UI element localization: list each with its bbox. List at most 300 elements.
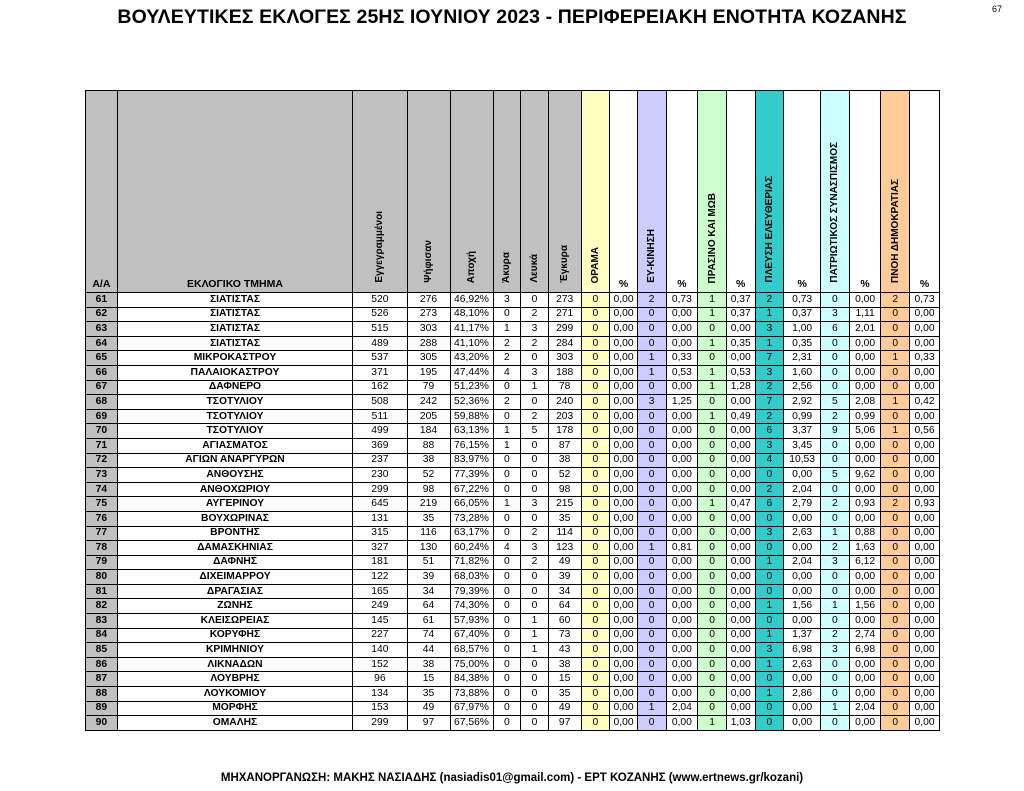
cell-egkyra: 38	[548, 657, 581, 672]
cell-akyra: 0	[493, 716, 521, 731]
table-row	[86, 395, 940, 410]
cell-evkinisi-pct: 0,00	[666, 511, 698, 526]
cell-eggegrammenoi: 526	[353, 307, 407, 322]
cell-apoxi: 59,88%	[450, 409, 493, 424]
cell-orama: 0	[581, 409, 610, 424]
cell-psifisan: 288	[407, 336, 450, 351]
table-row	[86, 497, 940, 512]
cell-leyka: 0	[521, 468, 549, 483]
cell-psifisan: 64	[407, 599, 450, 614]
cell-evkinisi-pct: 0,00	[666, 322, 698, 337]
cell-eggegrammenoi: 315	[353, 526, 407, 541]
cell-akyra: 4	[493, 365, 521, 380]
header-patriotikos: ΠΑΤΡΙΩΤΙΚΟΣ ΣΥΝΑΣΠΙΣΜΟΣ	[821, 91, 850, 293]
cell-leyka: 0	[521, 351, 549, 366]
cell-apoxi: 84,38%	[450, 672, 493, 687]
cell-orama: 0	[581, 468, 610, 483]
cell-pnoi: 0	[881, 643, 910, 658]
cell-pnoi-pct: 0,00	[910, 701, 940, 716]
cell-akyra: 2	[493, 395, 521, 410]
cell-patriotikos: 0	[821, 438, 850, 453]
cell-aa: 81	[86, 584, 118, 599]
cell-tmima: ΔΑΦΝΕΡΟ	[117, 380, 353, 395]
cell-akyra: 2	[493, 351, 521, 366]
cell-aa: 67	[86, 380, 118, 395]
cell-patriotikos-pct: 6,98	[849, 643, 881, 658]
cell-akyra: 0	[493, 555, 521, 570]
cell-leyka: 1	[521, 643, 549, 658]
cell-pnoi: 2	[881, 293, 910, 308]
cell-orama-pct: 0,00	[610, 526, 638, 541]
cell-leyka: 2	[521, 307, 549, 322]
table-row	[86, 672, 940, 687]
cell-egkyra: 284	[548, 336, 581, 351]
cell-psifisan: 51	[407, 555, 450, 570]
cell-plefsi: 3	[755, 526, 784, 541]
cell-prasino-pct: 0,00	[726, 628, 755, 643]
cell-aa: 78	[86, 541, 118, 556]
cell-prasino-pct: 0,00	[726, 614, 755, 629]
table-row	[86, 307, 940, 322]
cell-plefsi-pct: 1,00	[784, 322, 821, 337]
cell-apoxi: 67,97%	[450, 701, 493, 716]
cell-plefsi-pct: 10,53	[784, 453, 821, 468]
cell-pnoi-pct: 0,00	[910, 307, 940, 322]
cell-pnoi: 0	[881, 555, 910, 570]
cell-prasino-pct: 0,00	[726, 351, 755, 366]
cell-apoxi: 67,22%	[450, 482, 493, 497]
cell-orama: 0	[581, 716, 610, 731]
cell-eggegrammenoi: 299	[353, 482, 407, 497]
cell-evkinisi-pct: 0,00	[666, 526, 698, 541]
cell-egkyra: 114	[548, 526, 581, 541]
cell-patriotikos-pct: 0,00	[849, 336, 881, 351]
cell-psifisan: 273	[407, 307, 450, 322]
cell-aa: 64	[86, 336, 118, 351]
page-title: ΒΟΥΛΕΥΤΙΚΕΣ ΕΚΛΟΓΕΣ 25ΗΣ ΙΟΥΝΙΟΥ 2023 - ΠΕΡΙΦΕΡΕΙΑΚΗ ΕΝΟΤΗΤΑ ΚΟΖΑΝΗΣ	[117, 6, 907, 28]
cell-plefsi-pct: 2,63	[784, 657, 821, 672]
cell-psifisan: 184	[407, 424, 450, 439]
cell-plefsi: 2	[755, 293, 784, 308]
cell-leyka: 0	[521, 453, 549, 468]
cell-orama-pct: 0,00	[610, 424, 638, 439]
cell-patriotikos-pct: 1,63	[849, 541, 881, 556]
cell-leyka: 0	[521, 716, 549, 731]
cell-plefsi: 0	[755, 541, 784, 556]
cell-prasino-pct: 0,00	[726, 395, 755, 410]
cell-evkinisi: 0	[637, 672, 666, 687]
cell-tmima: ΚΡΙΜΗΝΙΟΥ	[117, 643, 353, 658]
cell-evkinisi: 0	[637, 570, 666, 585]
cell-egkyra: 35	[548, 687, 581, 702]
cell-prasino-pct: 0,37	[726, 293, 755, 308]
cell-tmima: ΣΙΑΤΙΣΤΑΣ	[117, 307, 353, 322]
cell-aa: 75	[86, 497, 118, 512]
cell-evkinisi: 0	[637, 511, 666, 526]
cell-orama-pct: 0,00	[610, 614, 638, 629]
cell-pnoi-pct: 0,00	[910, 453, 940, 468]
cell-plefsi-pct: 0,37	[784, 307, 821, 322]
cell-egkyra: 73	[548, 628, 581, 643]
cell-pnoi-pct: 0,00	[910, 526, 940, 541]
cell-apoxi: 68,57%	[450, 643, 493, 658]
cell-plefsi-pct: 0,00	[784, 614, 821, 629]
cell-evkinisi: 0	[637, 380, 666, 395]
cell-akyra: 1	[493, 322, 521, 337]
cell-leyka: 0	[521, 701, 549, 716]
cell-psifisan: 61	[407, 614, 450, 629]
cell-orama: 0	[581, 614, 610, 629]
cell-egkyra: 34	[548, 584, 581, 599]
cell-tmima: ΣΙΑΤΙΣΤΑΣ	[117, 293, 353, 308]
cell-prasino: 0	[698, 541, 727, 556]
cell-orama: 0	[581, 336, 610, 351]
cell-patriotikos-pct: 6,12	[849, 555, 881, 570]
cell-akyra: 0	[493, 614, 521, 629]
cell-orama: 0	[581, 701, 610, 716]
cell-evkinisi: 0	[637, 526, 666, 541]
cell-evkinisi-pct: 0,00	[666, 307, 698, 322]
cell-psifisan: 97	[407, 716, 450, 731]
cell-evkinisi: 0	[637, 482, 666, 497]
cell-orama-pct: 0,00	[610, 716, 638, 731]
cell-patriotikos: 2	[821, 497, 850, 512]
cell-orama: 0	[581, 526, 610, 541]
table-row	[86, 716, 940, 731]
cell-patriotikos: 0	[821, 453, 850, 468]
cell-psifisan: 195	[407, 365, 450, 380]
cell-eggegrammenoi: 162	[353, 380, 407, 395]
cell-plefsi-pct: 1,56	[784, 599, 821, 614]
cell-patriotikos-pct: 0,00	[849, 438, 881, 453]
cell-akyra: 0	[493, 643, 521, 658]
cell-tmima: ΔΙΧΕΙΜΑΡΡΟΥ	[117, 570, 353, 585]
cell-psifisan: 34	[407, 584, 450, 599]
cell-prasino: 1	[698, 307, 727, 322]
cell-evkinisi-pct: 1,25	[666, 395, 698, 410]
cell-orama-pct: 0,00	[610, 701, 638, 716]
cell-tmima: ΛΟΥΒΡΗΣ	[117, 672, 353, 687]
cell-orama: 0	[581, 570, 610, 585]
cell-akyra: 0	[493, 307, 521, 322]
cell-pnoi: 0	[881, 672, 910, 687]
cell-prasino-pct: 0,00	[726, 643, 755, 658]
cell-psifisan: 79	[407, 380, 450, 395]
cell-apoxi: 67,56%	[450, 716, 493, 731]
cell-tmima: ΚΛΕΙΣΩΡΕΙΑΣ	[117, 614, 353, 629]
cell-tmima: ΑΥΓΕΡΙΝΟΥ	[117, 497, 353, 512]
cell-pnoi-pct: 0,00	[910, 468, 940, 483]
cell-prasino-pct: 0,00	[726, 570, 755, 585]
cell-prasino-pct: 1,28	[726, 380, 755, 395]
cell-apoxi: 63,13%	[450, 424, 493, 439]
cell-evkinisi: 2	[637, 293, 666, 308]
cell-patriotikos: 6	[821, 322, 850, 337]
cell-plefsi-pct: 0,00	[784, 570, 821, 585]
cell-psifisan: 305	[407, 351, 450, 366]
cell-patriotikos-pct: 1,11	[849, 307, 881, 322]
cell-tmima: ΜΙΚΡΟΚΑΣΤΡΟΥ	[117, 351, 353, 366]
cell-pnoi-pct: 0,00	[910, 657, 940, 672]
cell-eggegrammenoi: 645	[353, 497, 407, 512]
cell-pnoi-pct: 0,00	[910, 409, 940, 424]
cell-egkyra: 78	[548, 380, 581, 395]
cell-evkinisi-pct: 0,00	[666, 687, 698, 702]
cell-patriotikos-pct: 0,00	[849, 657, 881, 672]
cell-prasino: 0	[698, 614, 727, 629]
cell-patriotikos: 0	[821, 570, 850, 585]
cell-prasino-pct: 0,49	[726, 409, 755, 424]
cell-pnoi-pct: 0,00	[910, 541, 940, 556]
cell-plefsi: 6	[755, 497, 784, 512]
cell-apoxi: 75,00%	[450, 657, 493, 672]
cell-prasino: 0	[698, 351, 727, 366]
cell-psifisan: 35	[407, 687, 450, 702]
cell-egkyra: 203	[548, 409, 581, 424]
cell-evkinisi: 0	[637, 555, 666, 570]
cell-aa: 83	[86, 614, 118, 629]
table-row	[86, 336, 940, 351]
cell-patriotikos: 0	[821, 482, 850, 497]
cell-apoxi: 76,15%	[450, 438, 493, 453]
cell-psifisan: 52	[407, 468, 450, 483]
cell-prasino: 0	[698, 555, 727, 570]
cell-patriotikos: 0	[821, 336, 850, 351]
cell-plefsi: 3	[755, 438, 784, 453]
cell-evkinisi: 0	[637, 453, 666, 468]
header-patriotikos-pct: %	[849, 91, 881, 293]
table-row	[86, 701, 940, 716]
cell-eggegrammenoi: 249	[353, 599, 407, 614]
cell-aa: 71	[86, 438, 118, 453]
cell-leyka: 2	[521, 409, 549, 424]
cell-patriotikos-pct: 9,62	[849, 468, 881, 483]
cell-orama-pct: 0,00	[610, 380, 638, 395]
cell-orama-pct: 0,00	[610, 409, 638, 424]
cell-pnoi: 0	[881, 336, 910, 351]
cell-orama-pct: 0,00	[610, 672, 638, 687]
cell-plefsi: 2	[755, 482, 784, 497]
cell-pnoi: 0	[881, 599, 910, 614]
cell-plefsi-pct: 2,04	[784, 555, 821, 570]
table-row	[86, 380, 940, 395]
cell-eggegrammenoi: 327	[353, 541, 407, 556]
cell-evkinisi-pct: 0,00	[666, 555, 698, 570]
cell-egkyra: 64	[548, 599, 581, 614]
cell-pnoi-pct: 0,00	[910, 643, 940, 658]
cell-prasino-pct: 0,35	[726, 336, 755, 351]
cell-eggegrammenoi: 508	[353, 395, 407, 410]
cell-leyka: 1	[521, 628, 549, 643]
cell-egkyra: 35	[548, 511, 581, 526]
cell-evkinisi-pct: 0,81	[666, 541, 698, 556]
cell-psifisan: 98	[407, 482, 450, 497]
cell-evkinisi: 0	[637, 336, 666, 351]
cell-evkinisi: 0	[637, 716, 666, 731]
cell-plefsi-pct: 0,00	[784, 701, 821, 716]
cell-orama: 0	[581, 555, 610, 570]
cell-prasino-pct: 0,53	[726, 365, 755, 380]
cell-egkyra: 273	[548, 293, 581, 308]
cell-prasino: 0	[698, 701, 727, 716]
cell-tmima: ΑΓΙΑΣΜΑΤΟΣ	[117, 438, 353, 453]
cell-plefsi-pct: 2,79	[784, 497, 821, 512]
cell-orama-pct: 0,00	[610, 395, 638, 410]
header-psifisan: Ψήφισαν	[407, 91, 450, 293]
cell-plefsi: 1	[755, 628, 784, 643]
cell-leyka: 0	[521, 657, 549, 672]
cell-prasino-pct: 1,03	[726, 716, 755, 731]
table-row	[86, 438, 940, 453]
cell-orama: 0	[581, 424, 610, 439]
cell-leyka: 1	[521, 614, 549, 629]
cell-evkinisi-pct: 0,00	[666, 409, 698, 424]
cell-aa: 87	[86, 672, 118, 687]
cell-prasino-pct: 0,00	[726, 526, 755, 541]
header-tmima: ΕΚΛΟΓΙΚΟ ΤΜΗΜΑ	[117, 91, 353, 293]
cell-tmima: ΤΣΟΤΥΛΙΟΥ	[117, 409, 353, 424]
header-prasino: ΠΡΑΣΙΝΟ ΚΑΙ ΜΩΒ	[698, 91, 727, 293]
cell-pnoi: 0	[881, 307, 910, 322]
cell-plefsi: 3	[755, 643, 784, 658]
cell-plefsi-pct: 6,98	[784, 643, 821, 658]
cell-eggegrammenoi: 537	[353, 351, 407, 366]
cell-akyra: 0	[493, 687, 521, 702]
cell-patriotikos: 0	[821, 716, 850, 731]
cell-patriotikos: 1	[821, 599, 850, 614]
cell-leyka: 3	[521, 541, 549, 556]
cell-egkyra: 178	[548, 424, 581, 439]
cell-plefsi: 0	[755, 716, 784, 731]
cell-patriotikos-pct: 2,04	[849, 701, 881, 716]
header-pnoi-pct: %	[910, 91, 940, 293]
cell-orama: 0	[581, 293, 610, 308]
cell-pnoi-pct: 0,00	[910, 687, 940, 702]
cell-prasino: 0	[698, 584, 727, 599]
cell-tmima: ΑΓΙΩΝ ΑΝΑΡΓΥΡΩΝ	[117, 453, 353, 468]
cell-psifisan: 219	[407, 497, 450, 512]
cell-aa: 63	[86, 322, 118, 337]
cell-tmima: ΤΣΟΤΥΛΙΟΥ	[117, 424, 353, 439]
cell-prasino: 0	[698, 424, 727, 439]
cell-plefsi: 0	[755, 468, 784, 483]
cell-evkinisi-pct: 0,00	[666, 438, 698, 453]
cell-orama: 0	[581, 453, 610, 468]
cell-patriotikos-pct: 0,00	[849, 570, 881, 585]
cell-psifisan: 116	[407, 526, 450, 541]
cell-eggegrammenoi: 152	[353, 657, 407, 672]
cell-aa: 90	[86, 716, 118, 731]
cell-orama-pct: 0,00	[610, 657, 638, 672]
cell-egkyra: 43	[548, 643, 581, 658]
cell-prasino: 0	[698, 322, 727, 337]
table-row	[86, 351, 940, 366]
cell-pnoi: 0	[881, 716, 910, 731]
cell-patriotikos-pct: 5,06	[849, 424, 881, 439]
cell-akyra: 1	[493, 438, 521, 453]
header-apoxi: Αποχή	[450, 91, 493, 293]
table-row	[86, 643, 940, 658]
cell-egkyra: 188	[548, 365, 581, 380]
table-row	[86, 687, 940, 702]
cell-tmima: ΤΣΟΤΥΛΙΟΥ	[117, 395, 353, 410]
cell-pnoi-pct: 0,00	[910, 672, 940, 687]
cell-orama-pct: 0,00	[610, 365, 638, 380]
cell-orama: 0	[581, 643, 610, 658]
cell-pnoi: 0	[881, 365, 910, 380]
cell-orama: 0	[581, 482, 610, 497]
cell-leyka: 3	[521, 322, 549, 337]
cell-pnoi: 0	[881, 614, 910, 629]
cell-patriotikos: 0	[821, 365, 850, 380]
cell-plefsi: 3	[755, 322, 784, 337]
cell-orama: 0	[581, 380, 610, 395]
cell-pnoi-pct: 0,93	[910, 497, 940, 512]
cell-aa: 84	[86, 628, 118, 643]
cell-prasino: 0	[698, 526, 727, 541]
cell-eggegrammenoi: 181	[353, 555, 407, 570]
cell-prasino: 0	[698, 643, 727, 658]
cell-plefsi: 4	[755, 453, 784, 468]
cell-pnoi: 0	[881, 511, 910, 526]
cell-evkinisi: 0	[637, 599, 666, 614]
cell-prasino-pct: 0,00	[726, 584, 755, 599]
cell-plefsi-pct: 3,45	[784, 438, 821, 453]
cell-psifisan: 15	[407, 672, 450, 687]
cell-prasino-pct: 0,00	[726, 701, 755, 716]
cell-pnoi: 0	[881, 687, 910, 702]
cell-egkyra: 49	[548, 555, 581, 570]
cell-eggegrammenoi: 145	[353, 614, 407, 629]
cell-evkinisi: 3	[637, 395, 666, 410]
cell-leyka: 3	[521, 365, 549, 380]
cell-aa: 77	[86, 526, 118, 541]
cell-pnoi: 0	[881, 570, 910, 585]
cell-patriotikos-pct: 2,74	[849, 628, 881, 643]
cell-aa: 66	[86, 365, 118, 380]
cell-tmima: ΔΡΑΓΑΣΙΑΣ	[117, 584, 353, 599]
cell-patriotikos: 0	[821, 614, 850, 629]
table-row	[86, 365, 940, 380]
cell-evkinisi: 1	[637, 541, 666, 556]
cell-plefsi-pct: 2,92	[784, 395, 821, 410]
cell-tmima: ΠΑΛΑΙΟΚΑΣΤΡΟΥ	[117, 365, 353, 380]
cell-eggegrammenoi: 499	[353, 424, 407, 439]
cell-apoxi: 77,39%	[450, 468, 493, 483]
header-aa: Α/Α	[86, 91, 118, 293]
cell-prasino-pct: 0,00	[726, 482, 755, 497]
cell-tmima: ΣΙΑΤΙΣΤΑΣ	[117, 336, 353, 351]
cell-psifisan: 39	[407, 570, 450, 585]
cell-egkyra: 240	[548, 395, 581, 410]
cell-pnoi-pct: 0,00	[910, 716, 940, 731]
header-eggegrammenoi: Εγγεγραμμένοι	[353, 91, 407, 293]
cell-tmima: ΖΩΝΗΣ	[117, 599, 353, 614]
cell-plefsi-pct: 0,73	[784, 293, 821, 308]
cell-eggegrammenoi: 369	[353, 438, 407, 453]
cell-pnoi: 0	[881, 380, 910, 395]
cell-prasino: 0	[698, 672, 727, 687]
cell-eggegrammenoi: 153	[353, 701, 407, 716]
cell-prasino-pct: 0,00	[726, 322, 755, 337]
cell-plefsi-pct: 2,86	[784, 687, 821, 702]
cell-akyra: 0	[493, 570, 521, 585]
cell-prasino-pct: 0,00	[726, 687, 755, 702]
cell-aa: 73	[86, 468, 118, 483]
cell-prasino: 0	[698, 657, 727, 672]
cell-pnoi-pct: 0,00	[910, 570, 940, 585]
cell-apoxi: 47,44%	[450, 365, 493, 380]
